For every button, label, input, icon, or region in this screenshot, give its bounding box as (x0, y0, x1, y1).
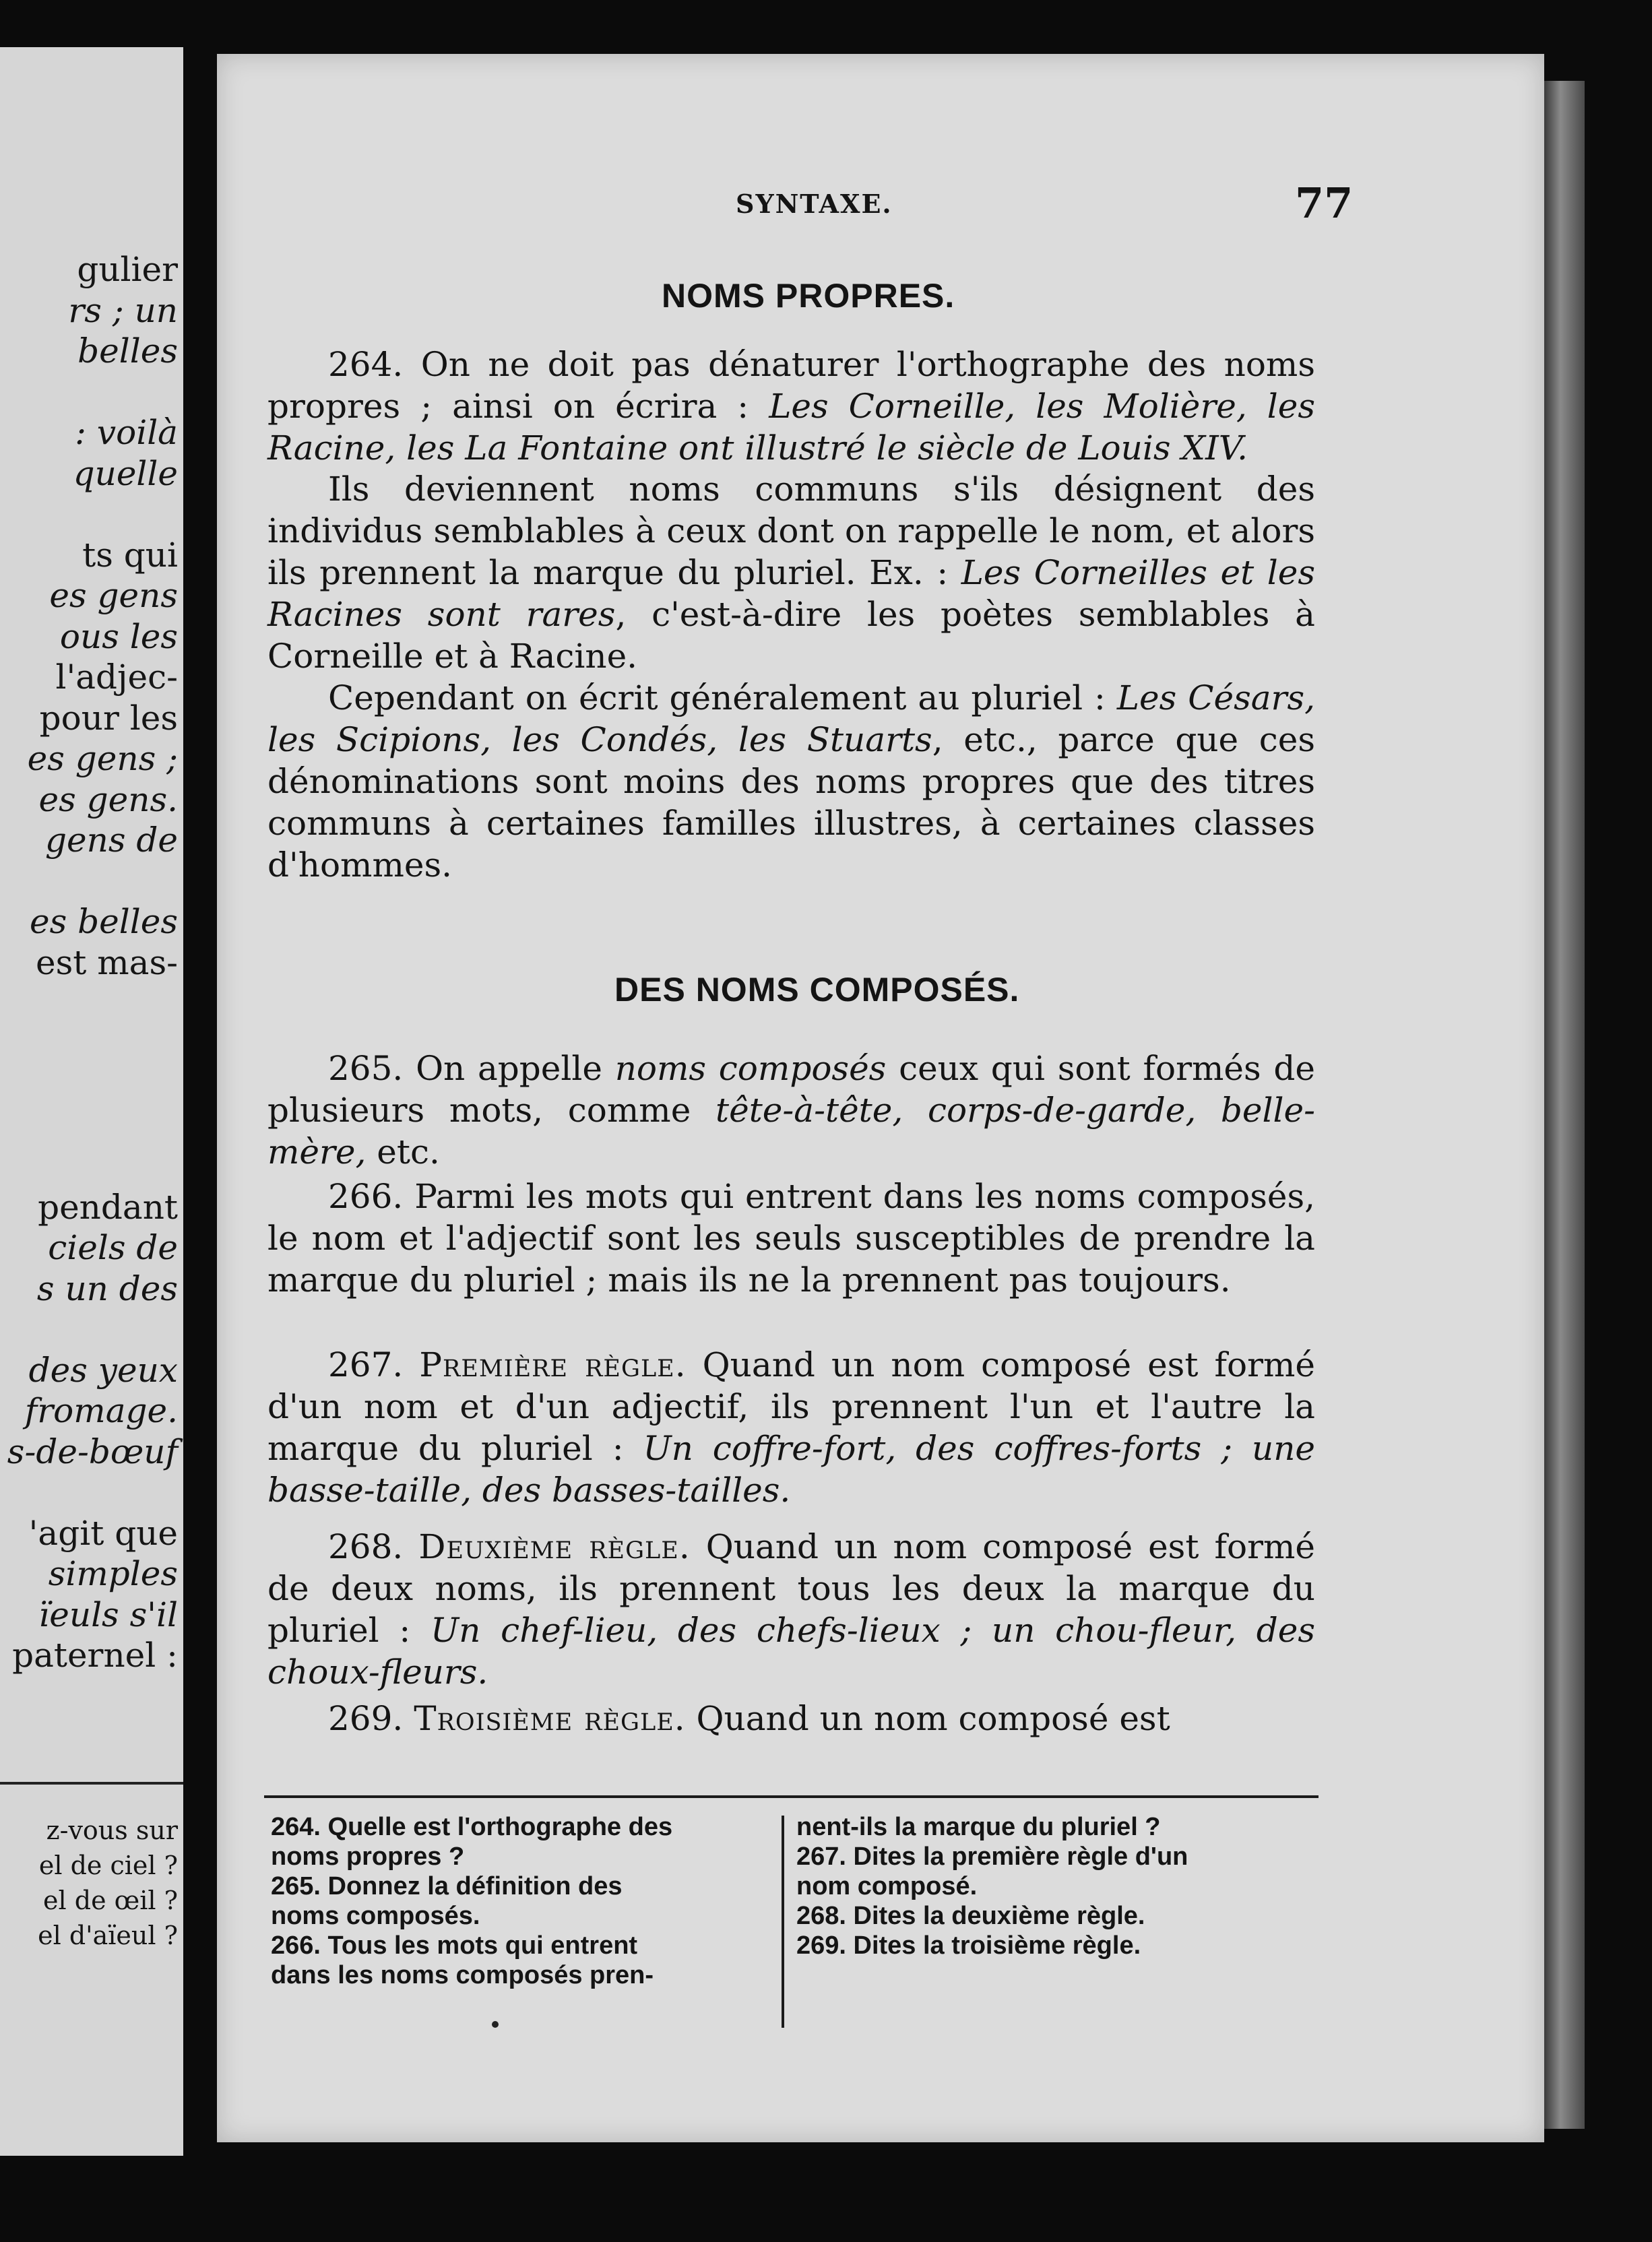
left-page-line: ciels de (48, 1228, 178, 1267)
review-question-line: 264. Quelle est l'orthographe des (271, 1813, 673, 1841)
left-page-line: rs ; un (68, 290, 178, 330)
left-page-line: ous les (59, 616, 178, 656)
review-question-line: nom composé. (796, 1872, 978, 1900)
left-page-line: s-de-bœuf (7, 1432, 178, 1471)
paragraph-number: 264. (328, 345, 404, 384)
rule-heading: Troisième règle. (414, 1699, 686, 1738)
left-page-line: ts qui (82, 535, 178, 575)
running-head: SYNTAXE. (736, 189, 893, 219)
left-page-question-line: z-vous sur (46, 1816, 178, 1845)
paragraph-269: 269. Troisième règle. Quand un nom composé est (328, 1699, 1170, 1738)
questions-left-column (271, 1812, 672, 1990)
review-question-line: 265. Donnez la définition des (271, 1872, 623, 1900)
questions-right-column (796, 1812, 1188, 1960)
left-page-line: quelle (73, 453, 178, 493)
questions-column-divider (782, 1816, 784, 2028)
section-title-noms-composes: DES NOMS COMPOSÉS. (614, 971, 1020, 1008)
left-page-line: es gens (49, 576, 178, 615)
paragraph-267: 267. Première règle. Quand un nom composé est formé d'un nom et d'un adjectif, ils prennent l'un et l'autre la marque du pluriel : Un coffre-fort, des coffres-forts ; une basse-taille, des basses-tailles. (267, 1345, 1315, 1510)
review-question-line: nent-ils la marque du pluriel ? (796, 1813, 1161, 1841)
footnote-rule (264, 1795, 1319, 1798)
review-question-line: dans les noms composés pren- (271, 1961, 654, 1989)
page-stack-edge (1544, 81, 1585, 2129)
paragraph-264-cependant: Cependant on écrit généralement au pluriel : Les Césars, les Scipions, les Condés, les Stuarts, etc., parce que ces dénominations sont moins des noms propres que des titres communs à certaines familles illustres, à certaines classes d'hommes. (267, 678, 1316, 885)
print-speck (492, 2021, 499, 2028)
left-page-line: pendant (38, 1187, 178, 1227)
left-page-line: es gens ; (27, 739, 178, 778)
left-footnote-rule (0, 1782, 183, 1785)
left-page-line: pour les (39, 698, 178, 738)
left-page-line: paternel : (12, 1636, 178, 1675)
review-question-line: 268. Dites la deuxième règle. (796, 1902, 1145, 1930)
review-question-line: 266. Tous les mots qui entrent (271, 1931, 638, 1960)
paragraph-264-continued: Ils deviennent noms communs s'ils désignent des individus semblables à ceux dont on rappelle le nom, et alors ils prennent la marque du pluriel. Ex. : Les Corneilles et les Racines sont rares, c'est-à-dire les poètes semblables à Corneille et à Racine. (267, 470, 1315, 676)
left-page-question-line: el de œil ? (43, 1886, 178, 1915)
left-page-question-line: el de ciel ? (38, 1851, 178, 1880)
left-page-line: es gens. (38, 779, 178, 819)
paragraph-268: 268. Deuxième règle. Quand un nom composé est formé de deux noms, ils prennent tous les deux la marque du pluriel : Un chef-lieu, des chefs-lieux ; un chou-fleur, des choux-fleurs. (267, 1527, 1315, 1692)
page-number: 77 (1295, 179, 1354, 228)
book-page (217, 54, 1544, 2142)
review-question-line: noms composés. (271, 1902, 480, 1930)
left-page-line: est mas- (35, 942, 178, 982)
paragraph-264: 264. On ne doit pas dénaturer l'orthographe des noms propres ; ainsi on écrira : Les Corneille, les Molière, les Racine, les La Fontaine ont illustré le siècle de Louis XIV. (267, 345, 1315, 468)
left-page-line: simples (48, 1554, 178, 1593)
left-page-line: es belles (30, 902, 178, 941)
left-page-question-line: el d'aïeul ? (38, 1921, 178, 1950)
review-question-line: 269. Dites la troisième règle. (796, 1931, 1141, 1960)
left-page-line: des yeux (28, 1350, 178, 1390)
review-question-line: 267. Dites la première règle d'un (796, 1843, 1188, 1871)
rule-heading: Deuxième règle. (418, 1527, 691, 1566)
left-page-line: 'agit que (28, 1513, 178, 1553)
left-facing-page (0, 47, 183, 2156)
paragraph-266: 266. Parmi les mots qui entrent dans les noms composés, le nom et l'adjectif sont les seuls susceptibles de prendre la marque du pluriel ; mais ils ne la prennent pas toujours. (267, 1177, 1315, 1300)
left-page-line: l'adjec- (55, 658, 178, 697)
review-question-line: noms propres ? (271, 1843, 465, 1871)
left-page-line: fromage. (24, 1391, 178, 1430)
left-page-line: s un des (36, 1269, 178, 1308)
section-title-noms-propres: NOMS PROPRES. (662, 277, 955, 315)
left-page-line: ïeuls s'il (38, 1595, 178, 1634)
left-page-line: belles (77, 331, 178, 371)
left-page-line: : voilà (75, 413, 178, 452)
left-page-line: gens de (45, 821, 178, 860)
paragraph-265: 265. On appelle noms composés ceux qui sont formés de plusieurs mots, comme tête-à-tête, corps-de-garde, belle-mère, etc. (267, 1049, 1315, 1172)
rule-heading: Première règle. (419, 1345, 687, 1384)
left-page-line: gulier (77, 250, 178, 289)
